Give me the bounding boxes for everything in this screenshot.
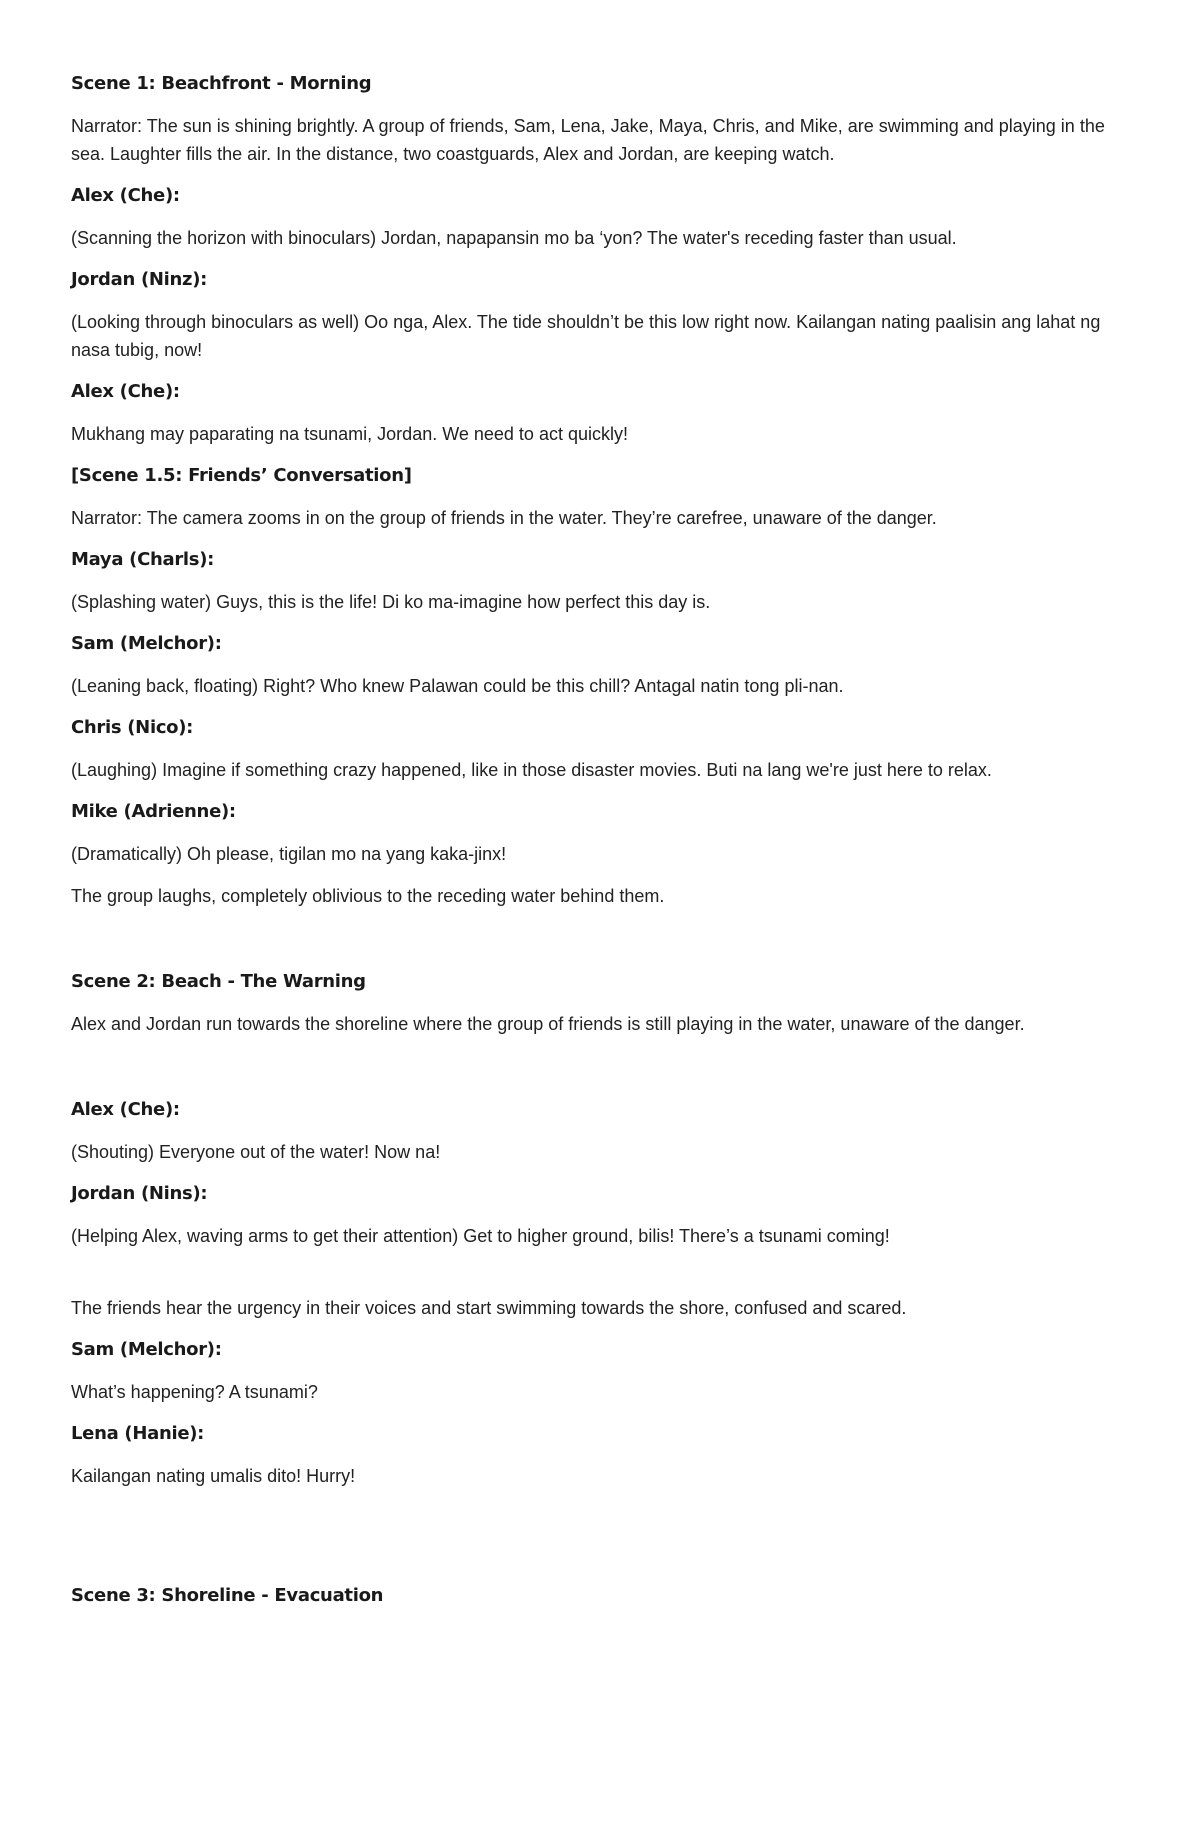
dialogue-line: (Scanning the horizon with binoculars) Jordan, napapansin mo ba ‘yon? The water's receding faster than usual. xyxy=(71,228,957,248)
dialogue-line: (Shouting) Everyone out of the water! Now na! xyxy=(71,1142,441,1162)
speaker-label: Mike (Adrienne): xyxy=(71,801,236,822)
speaker-label: Jordan (Ninz): xyxy=(71,269,208,290)
narration-paragraph: Alex and Jordan run towards the shoreline where the group of friends is still playing in the water, unaware of the danger. xyxy=(71,1014,1025,1034)
blank-line xyxy=(71,1052,1133,1096)
scene-heading: Scene 3: Shoreline - Evacuation xyxy=(71,1585,384,1606)
blank-line xyxy=(71,1264,1133,1294)
scene-heading: Scene 1: Beachfront - Morning xyxy=(71,73,372,94)
blank-line xyxy=(71,1504,1133,1582)
speaker-label: Lena (Hanie): xyxy=(71,1423,205,1444)
speaker-label: Maya (Charls): xyxy=(71,549,215,570)
dialogue-line: (Laughing) Imagine if something crazy happened, like in those disaster movies. Buti na lang we're just here to relax. xyxy=(71,760,992,780)
script-content xyxy=(71,70,1133,1624)
dialogue-line: What’s happening? A tsunami? xyxy=(71,1382,318,1402)
dialogue-line: (Leaning back, floating) Right? Who knew Palawan could be this chill? Antagal natin tong pli-nan. xyxy=(71,676,844,696)
narration-paragraph: The friends hear the urgency in their voices and start swimming towards the shore, confused and scared. xyxy=(71,1298,907,1318)
speaker-label: Alex (Che): xyxy=(71,1099,180,1120)
narration-paragraph: Narrator: The camera zooms in on the group of friends in the water. They’re carefree, unaware of the danger. xyxy=(71,508,937,528)
speaker-label: Alex (Che): xyxy=(71,185,180,206)
dialogue-line: Mukhang may paparating na tsunami, Jordan. We need to act quickly! xyxy=(71,424,628,444)
dialogue-line: (Helping Alex, waving arms to get their attention) Get to higher ground, bilis! There’s a tsunami coming! xyxy=(71,1226,890,1246)
dialogue-line: Kailangan nating umalis dito! Hurry! xyxy=(71,1466,356,1486)
scene-heading: Scene 2: Beach - The Warning xyxy=(71,971,366,992)
dialogue-line: (Dramatically) Oh please, tigilan mo na yang kaka-jinx! xyxy=(71,844,507,864)
narration-paragraph: Narrator: The sun is shining brightly. A group of friends, Sam, Lena, Jake, Maya, Chris, and Mike, are swimming and playing in the sea. Laughter fills the air. In the distance, two coastguards, Alex and Jordan, are keeping watch. xyxy=(71,116,1105,164)
speaker-label: Sam (Melchor): xyxy=(71,1339,222,1360)
dialogue-line: (Splashing water) Guys, this is the life! Di ko ma-imagine how perfect this day is. xyxy=(71,592,711,612)
dialogue-line: (Looking through binoculars as well) Oo nga, Alex. The tide shouldn’t be this low right now. Kailangan nating paalisin ang lahat ng nasa tubig, now! xyxy=(71,312,1101,360)
speaker-label: Chris (Nico): xyxy=(71,717,194,738)
speaker-label: Jordan (Nins): xyxy=(71,1183,208,1204)
narration-paragraph: The group laughs, completely oblivious to the receding water behind them. xyxy=(71,886,665,906)
speaker-label: Alex (Che): xyxy=(71,381,180,402)
scene-heading: [Scene 1.5: Friends’ Conversation] xyxy=(71,465,412,486)
speaker-label: Sam (Melchor): xyxy=(71,633,222,654)
blank-line xyxy=(71,924,1133,968)
